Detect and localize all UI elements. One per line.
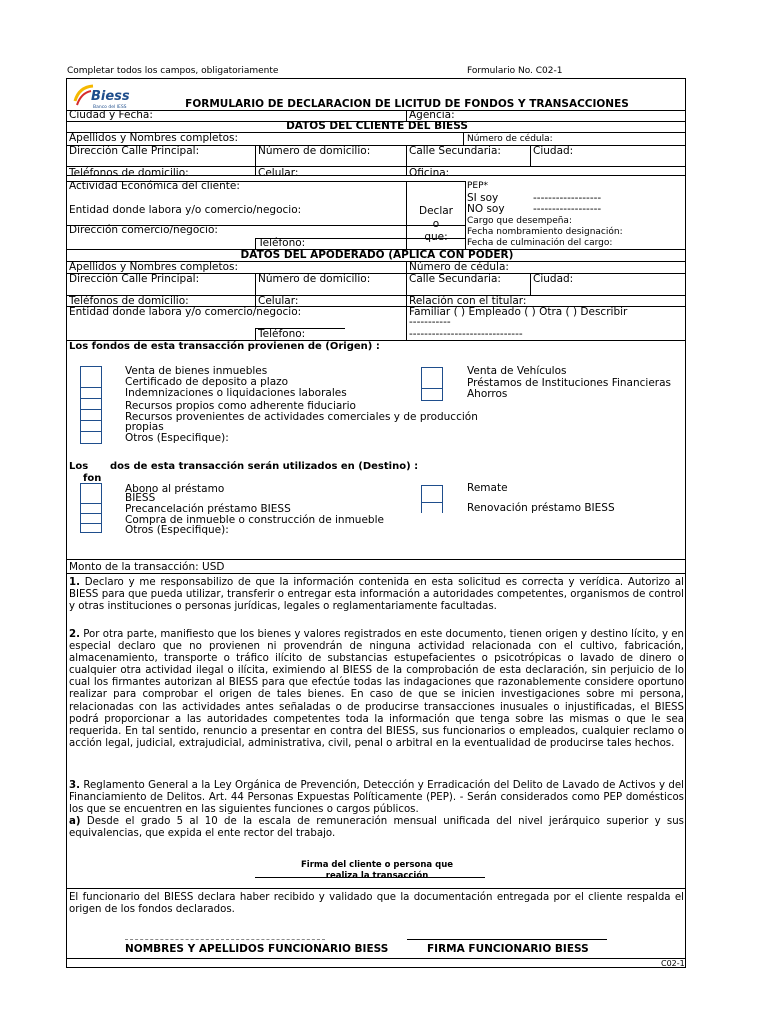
destination-option-3: Compra de inmueble o construcción de inmueble [125,514,384,526]
client-employer-label: Entidad donde labora y/o comercio/negocio: [69,204,302,216]
destination-option-2: Precancelación préstamo BIESS [125,503,291,515]
client-signature-line1: Firma del cliente o persona que [300,860,454,870]
destination-checkbox-right-column[interactable] [421,495,443,513]
client-house-number-label: Número de domicilio: [258,145,371,157]
pep-appoint-date-label: Fecha nombramiento designación: [467,227,623,237]
pep-yes-dashes: ------------------ [533,192,602,204]
origin-option-1: Venta de bienes inmuebles [125,365,268,377]
attorney-names-label: Apellidos y Nombres completos: [69,261,239,273]
destination-checkbox-right-1[interactable] [421,485,443,495]
clause-2: 2. Por otra parte, manifiesto que los bienes y valores registrados en este documento, tienen origen y destino lícito, y en especial declaro que no provienen ni provendrán de ninguna actividad relacionada con el cultivo, fabricación, almacenamiento, transporte o tráfico ilícito de substancias estupefacientes o psicotrópicas o lavado de dinero o cualquier otra actividad ilegal o ilícita, eximiendo al BIESS de la comprobación de esta declaración, sin perjuicio de lo cual los firmantes autorizan al BIESS para que efectúe todas las indagaciones que razonablemente considere oportuno realizar para comprobar el origen de tales bienes. En caso de que se inicien investigaciones sobre mi persona, relacionadas con las actividades antes señaladas o de producirse transacciones inusuales o injustificadas, el BIESS podrá proporcionar a las autoridades competentes toda la información que tenga sobre las mismas o que le sea requerida. En tal sentido, renuncio a presentar en contra del BIESS, sus funcionarios o empleados, cualquier reclamo o acción legal, judicial, extrajudicial, administrativa, civil, penal o arbitral en la eventualidad de producirse tales hechos. [69,629,684,749]
origin-option-right-2: Préstamos de Instituciones Financieras [467,377,672,389]
attorney-home-phone-label: Teléfonos de domicilio: [69,295,189,307]
destination-title-a: Los [69,461,89,472]
destination-option-right-2: Renovación préstamo BIESS [467,502,615,514]
client-id-label: Número de cédula: [467,134,553,144]
clause-1: 1. Declaro y me responsabilizo de que la información contenida en esta solicitud es correcta y verídica. Autorizo al BIESS para que pueda utilizar, transferir o entregar esta información a autoridades competentes, organismos de control y otras instituciones o personas jurídicas, legales o reglamentariamente facultadas. [69,577,684,613]
client-city-label: Ciudad: [533,145,574,157]
client-signature-line [255,877,485,878]
declare-text-2: o [432,218,440,230]
attorney-relation-dashes-long: ------------------------------ [409,328,523,340]
destination-option-4: Otros (Especifique): [125,524,229,536]
origin-option-3: Indemnizaciones o liquidaciones laborales [125,387,347,399]
client-signature-line2: realiza la transacción [325,871,429,881]
footer-code: C02-1 [661,959,685,968]
attorney-city-label: Ciudad: [533,273,574,285]
attorney-employer-label: Entidad donde labora y/o comercio/negocio: [69,306,302,318]
officer-statement: El funcionario del BIESS declara haber recibido y validado que la documentación entregada por el cliente respalda el origen de los fondos declarados. [69,892,684,916]
attorney-mobile-label: Celular: [258,295,299,307]
officer-sign-label: FIRMA FUNCIONARIO BIESS [427,943,589,955]
origin-option-5: Recursos provenientes de actividades comerciales y de producción [125,411,478,423]
origin-option-5b: propias [125,421,164,433]
attorney-relation-label: Relación con el titular: [409,295,527,307]
attorney-relation-dashes-short: ----------- [409,316,451,328]
destination-title-b: dos de esta transacción serán utilizados en (Destino) : [110,461,419,472]
origin-checkbox-right-1[interactable] [421,367,443,377]
client-mobile-label: Celular: [258,167,299,179]
client-home-phone-label: Teléfonos de domicilio: [69,167,189,179]
attorney-id-label: Número de cédula: [409,261,509,273]
attorney-address-label: Dirección Calle Principal: [69,273,200,285]
declare-text-1: Declar [419,205,453,217]
destination-option-1: Abono al préstamo [125,483,225,495]
client-business-address-label: Dirección comercio/negocio: [69,224,218,236]
pep-label: PEP* [467,181,489,191]
client-names-label: Apellidos y Nombres completos: [69,132,239,144]
agency-label: Agencia: [409,109,455,121]
client-street-secondary-label: Calle Secundaria: [409,145,501,157]
attorney-house-number-label: Número de domicilio: [258,273,371,285]
pep-end-date-label: Fecha de culminación del cargo: [467,238,613,248]
attorney-section-title: DATOS DEL APODERADO (APLICA CON PODER) [240,249,514,261]
origin-option-2: Certificado de deposito a plazo [125,376,289,388]
svg-text:Biess: Biess [91,89,130,104]
city-date-label: Ciudad y Fecha: [69,109,153,121]
client-activity-label: Actividad Económica del cliente: [69,180,240,192]
origin-option-4: Recursos propios como adherente fiduciario [125,400,356,412]
origin-option-6: Otros (Especifique): [125,432,229,444]
attorney-phone-label: Teléfono: [258,328,306,340]
officer-name-label: NOMBRES Y APELLIDOS FUNCIONARIO BIESS [125,943,389,955]
declare-text-3: que: [424,231,448,243]
client-address-label: Dirección Calle Principal: [69,145,200,157]
amount-label: Monto de la transacción: USD [69,561,225,573]
origin-option-right-3: Ahorros [467,388,508,400]
pep-position-label: Cargo que desempeña: [467,216,572,226]
client-phone-label: Teléfono: [258,237,306,249]
declaration-form [66,78,686,968]
destination-option-right-1: Remate [467,482,508,494]
officer-sign-line [407,939,607,940]
attorney-street-secondary-label: Calle Secundaria: [409,273,501,285]
origin-checkbox-right-column[interactable] [421,377,443,401]
origin-checkbox-1[interactable] [80,366,102,376]
svg-text:Banco del IESS: Banco del IESS [93,105,127,110]
client-section-title: DATOS DEL CLIENTE DEL BIESS [286,120,468,132]
origin-title: Los fondos de esta transacción provienen de (Origen) : [69,341,380,352]
form-number: Formulario No. C02-1 [467,66,563,76]
destination-checkbox-1[interactable] [80,483,102,493]
instruction-text: Completar todos los campos, obligatoriamente [67,66,279,76]
pep-no-label: NO soy [467,203,505,215]
pep-yes-label: SI soy [467,192,499,204]
officer-name-line [125,939,325,940]
destination-option-1b: BIESS [125,492,156,504]
pep-no-dashes: ------------------ [533,203,602,215]
form-title: FORMULARIO DE DECLARACION DE LICITUD DE FONDOS Y TRANSACCIONES [185,98,629,110]
clause-3: 3. Reglamento General a la Ley Orgánica de Prevención, Detección y Erradicación del Delito de Lavado de Activos y del Financiamiento de Delitos. Art. 44 Personas Expuestas Políticamente (PEP). - Serán considerados como PEP domésticos los que se encuentren en las siguientes funciones o cargos públicos. a) Desde el grado 5 al 10 de la escala de remuneración mensual unificada del nivel jerárquico superior y sus equivalencias, que expida el ente rector del trabajo. [69,780,684,840]
client-office-label: Oficina: [409,167,450,179]
destination-title-c: fon [83,473,102,484]
origin-option-right-1: Venta de Vehículos [467,365,567,377]
attorney-relation-options: Familiar ( ) Empleado ( ) Otra ( ) Describir [409,306,628,318]
